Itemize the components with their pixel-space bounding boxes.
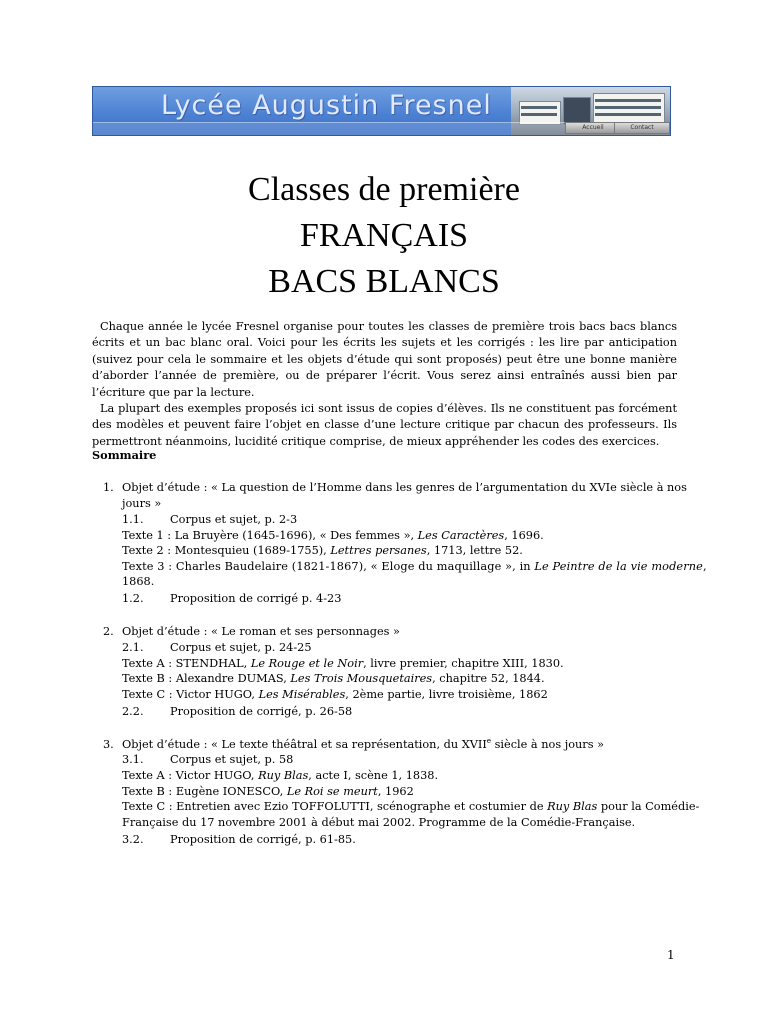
subsection-3-1: Corpus et sujet, p. 58 <box>170 753 294 766</box>
subsection-2-2-number: 2.2. <box>122 705 144 718</box>
intro-paragraph-1: Chaque année le lycée Fresnel organise pour toutes les classes de première trois bacs bacs blancs écrits et un bac blanc oral. Voici pour les écrits les sujets et les corrigés : les lire par anticipation (suivez pour cela le sommaire et les objets d’étude qui sont proposés) peut être une bonne manière d’aborder l’année de première, ou de préparer l’écrit. Vous serez ainsi entraînés aussi bien par l’écriture que par la lecture. <box>92 320 677 399</box>
section-3-texte-c-cont: Française du 17 novembre 2001 à début mai 2002. Programme de la Comédie-Française. <box>122 816 636 829</box>
school-banner <box>92 86 671 136</box>
subsection-1-2: Proposition de corrigé p. 4-23 <box>170 592 342 605</box>
title-line-1: Classes de première <box>248 171 520 208</box>
section-3-number: 3. <box>103 738 114 751</box>
title-line-2: FRANÇAIS <box>299 217 469 254</box>
subsection-3-2-number: 3.2. <box>122 833 144 846</box>
section-1-texte-2: Texte 2 : Montesquieu (1689-1755), Lettres persanes, 1713, lettre 52. <box>122 544 523 557</box>
intro-text <box>92 319 677 450</box>
sommaire-heading: Sommaire <box>92 448 157 462</box>
section-1-heading: Objet d’étude : « La question de l’Homme dans les genres de l’argumentation du XVIe siècle à nos <box>122 481 687 494</box>
subsection-3-1-number: 3.1. <box>122 753 144 766</box>
subsection-2-1-number: 2.1. <box>122 641 144 654</box>
subsection-2-2: Proposition de corrigé, p. 26-58 <box>170 705 353 718</box>
section-3-texte-b: Texte B : Eugène IONESCO, Le Roi se meurt, 1962 <box>122 785 414 798</box>
section-3-texte-a: Texte A : Victor HUGO, Ruy Blas, acte I, scène 1, 1838. <box>122 769 439 782</box>
section-2-number: 2. <box>103 625 114 638</box>
nav-contact-button[interactable]: Contact <box>614 122 670 134</box>
section-1-texte-1: Texte 1 : La Bruyère (1645-1696), « Des femmes », Les Caractères, 1696. <box>122 529 544 542</box>
section-2-texte-a: Texte A : STENDHAL, Le Rouge et le Noir, livre premier, chapitre XIII, 1830. <box>122 657 564 670</box>
subsection-2-1: Corpus et sujet, p. 24-25 <box>170 641 312 654</box>
banner-title: Lycée Augustin Fresnel <box>161 90 492 121</box>
section-1-heading-cont: jours » <box>122 497 162 510</box>
section-3-texte-c: Texte C : Entretien avec Ezio TOFFOLUTTI, scénographe et costumier de Ruy Blas pour la Comédie- <box>122 800 700 813</box>
intro-paragraph-2: La plupart des exemples proposés ici sont issus de copies d’élèves. Ils ne constituent pas forcément des modèles et peuvent faire l’objet en classe d’une lecture critique par chacun des professeurs. Ils permettront néanmoins, lucidité critique comprise, de mieux appréhender les codes des exercices. <box>92 402 677 448</box>
subsection-3-2: Proposition de corrigé, p. 61-85. <box>170 833 356 846</box>
subsection-1-2-number: 1.2. <box>122 592 144 605</box>
section-2-heading: Objet d’étude : « Le roman et ses personnages » <box>122 625 400 638</box>
page-number: 1 <box>667 948 675 962</box>
section-1-texte-3-cont: 1868. <box>122 575 155 588</box>
subsection-1-1-number: 1.1. <box>122 513 144 526</box>
title-line-3: BACS BLANCS <box>268 263 500 300</box>
section-2-texte-c: Texte C : Victor HUGO, Les Misérables, 2ème partie, livre troisième, 1862 <box>122 688 548 701</box>
banner-nav <box>93 122 670 135</box>
section-1-number: 1. <box>103 481 114 494</box>
subsection-1-1: Corpus et sujet, p. 2-3 <box>170 513 298 526</box>
section-3-heading: Objet d’étude : « Le texte théâtral et sa représentation, du XVIIe siècle à nos jours » <box>122 737 605 751</box>
nav-accueil-button[interactable]: Accueil <box>565 122 621 134</box>
section-2-texte-b: Texte B : Alexandre DUMAS, Les Trois Mousquetaires, chapitre 52, 1844. <box>122 672 545 685</box>
section-1-texte-3: Texte 3 : Charles Baudelaire (1821-1867), « Eloge du maquillage », in Le Peintre de la vie moderne, <box>122 560 707 573</box>
